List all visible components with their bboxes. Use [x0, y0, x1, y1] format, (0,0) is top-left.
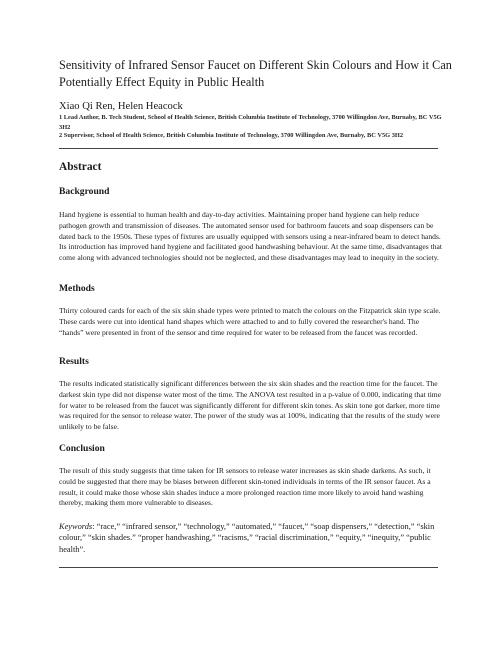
results-heading: Results	[59, 356, 89, 367]
methods-text: Thirty coloured cards for each of the six skin shade types were printed to match the colours on the Fitzpatrick skin type scale. These cards were cut into identical hand shapes which were attached to and to fully covered the researcher's hand. The “hands” were presented in front of the sensor and time required for water to be released from the faucet was recorded.	[59, 306, 441, 337]
affiliation-supervisor: 2 Supervisor, School of Health Science, British Columbia Institute of Technology, 3700 Willingdon Ave, Burnaby, BC V5G 3H2	[59, 132, 404, 139]
keywords-text: : “race,” “infrared sensor,” “technology,” “automated,” “faucet,” “soap dispensers,” “detection,” “skin colour,” “skin shades.” “proper handwashing,” “racisms,” “racial discrimination,” “equity,” “inequity,” “public health”.	[59, 522, 435, 554]
methods-heading: Methods	[59, 283, 95, 294]
keywords-block	[59, 521, 444, 555]
background-text: Hand hygiene is essential to human health and day-to-day activities. Maintaining proper hand hygiene can help reduce pathogen growth and transmission of diseases. The automated sensor used for bathroom faucets and soap dispensers can be dated back to the 1950s. These types of fixtures are usually equipped with sensors using a near-infrared beam to detect hands. Its introduction has improved hand hygiene and facilitated good handwashing behaviour. At the same time, disadvantages that come along with advanced technologies should not be neglected, and these disadvantages may lead to inequity in the society.	[59, 210, 442, 263]
bottom-divider	[59, 567, 438, 568]
conclusion-text: The result of this study suggests that time taken for IR sensors to release water increases as skin shade darkens. As such, it could be suggested that there may be biases between different skin-toned individuals in terms of the IR sensor faucet. As a result, it could make those whose skin shades induce a more prolonged reaction time more likely to avoid hand washing thereby, making them more vulnerable to diseases.	[59, 466, 431, 508]
conclusion-heading: Conclusion	[59, 443, 105, 454]
results-text: The results indicated statistically significant differences between the six skin shades and the reaction time for the faucet. The darkest skin type did not dispense water most of the time. The ANOVA test resulted in a p-value of 0.000, indicating that time for water to be released from the faucet was significantly different for different skin tones. As skin tone got darker, more time was required for the sensor to release water. The power of the study was at 100%, indicating that the results of the study were unlikely to be false.	[59, 379, 442, 432]
affiliation-lead-author: 1 Lead Author, B. Tech Student, School of Health Science, British Columbia Institute of Technology, 3700 Willingdon Ave, Burnaby, BC V5G 3H2	[59, 114, 442, 131]
keywords-label: Keywords	[59, 522, 93, 531]
author-list: Xiao Qi Ren, Helen Heacock	[59, 101, 183, 112]
paper-title: Sensitivity of Infrared Sensor Faucet on Different Skin Colours and How it Can Potentially Effect Equity in Public Health	[59, 58, 452, 89]
background-heading: Background	[59, 186, 110, 197]
abstract-heading: Abstract	[59, 161, 102, 173]
top-divider	[59, 148, 438, 149]
